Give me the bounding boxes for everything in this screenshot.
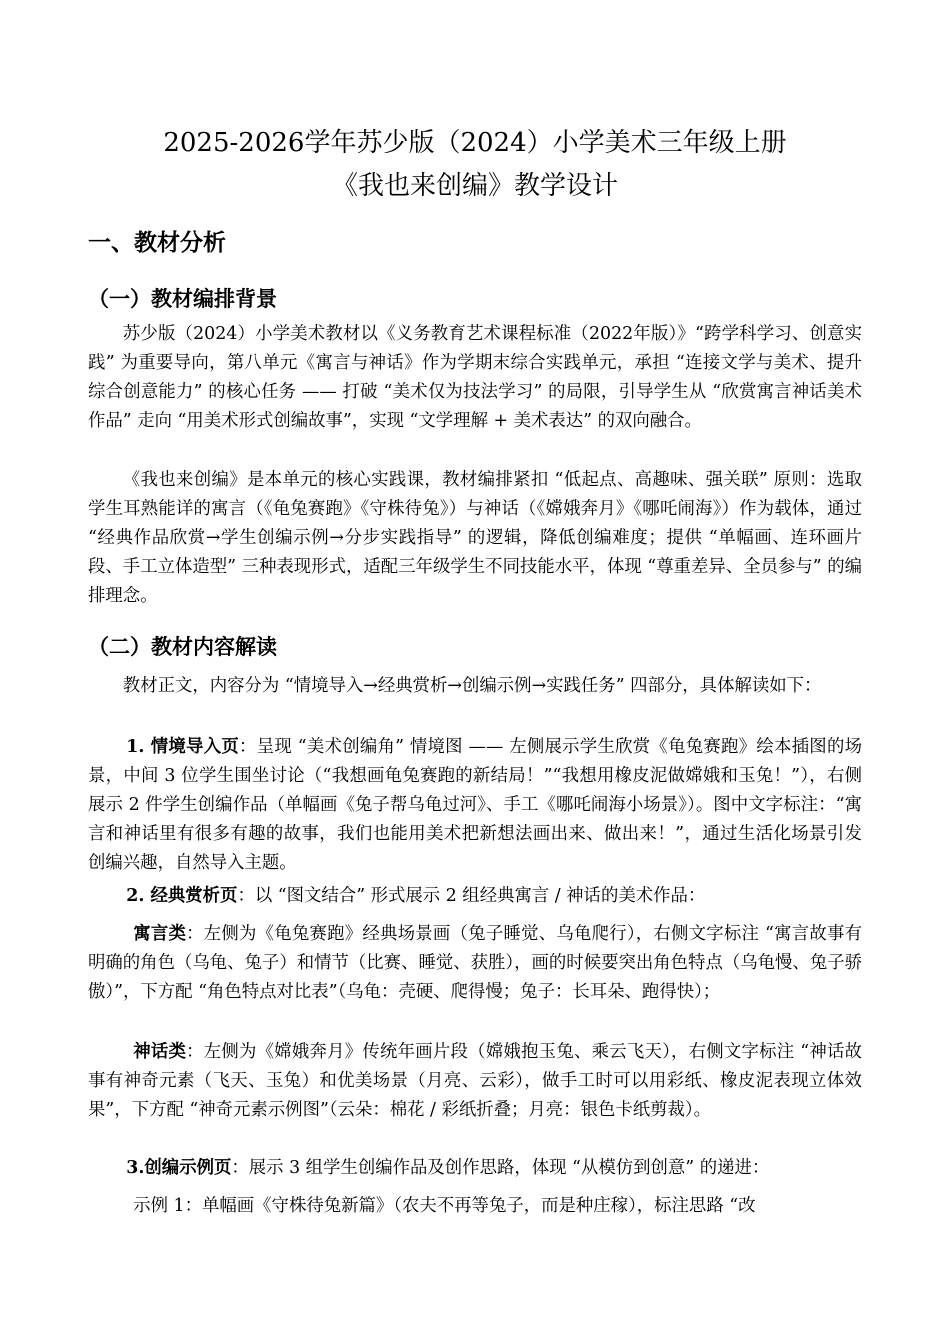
paragraph-myth-type — [88, 1038, 862, 1125]
paragraph-example-1: 示例 1：单幅画《守株待兔新篇》（农夫不再等兔子，而是种庄稼），标注思路 “改 — [133, 1196, 756, 1216]
fable-label: 寓言类 — [133, 924, 187, 944]
paragraph-fable-type — [88, 920, 862, 1007]
myth-text: ：左侧为《嫦娥奔月》传统年画片段（嫦娥抱玉兔、乘云飞天），右侧文字标注 “神话故事有神奇元素（飞天、玉兔）和优美场景（月亮、云彩），做手工时可以用彩纸、橡皮泥表现立体效果”，下方配 “神奇元素示例图”（云朵：棉花 / 彩纸折叠；月亮：银色卡纸剪裁）。 — [88, 1042, 862, 1120]
list-item-classic-appreciation — [88, 882, 862, 911]
fable-text: ：左侧为《龟兔赛跑》经典场景画（兔子睡觉、乌龟爬行），右侧文字标注 “寓言故事有明确的角色（乌龟、兔子）和情节（比赛、睡觉、获胜），画的时候要突出角色特点（乌龟慢、兔子骄傲）”，下方配 “角色特点对比表”（乌龟：壳硬、爬得慢；兔子：长耳朵、跑得快）； — [88, 924, 862, 1002]
item-text-examples: ：展示 3 组学生创编作品及创作思路，体现 “从模仿到创意” 的递进： — [231, 1158, 770, 1178]
paragraph-background-2: 《我也来创编》是本单元的核心实践课，教材编排紧扣 “低起点、高趣味、强关联” 原则：选取学生耳熟能详的寓言（《龟兔赛跑》《守株待兔》）与神话（《嫦娥奔月》《哪吒闹海》）作为载体，通过 “经典作品欣赏→学生创编示例→分步实践指导” 的逻辑，降低创编难度；提供 “单幅画、连环画片段、手工立体造型” 三种表现形式，适配三年级学生不同技能水平，体现 “尊重差异、全员参与” 的编排理念。 — [88, 470, 862, 606]
item-label-classic: 2. 经典赏析页 — [126, 886, 238, 906]
item-text-situation: ：呈现 “美术创编角” 情境图 —— 左侧展示学生欣赏《龟兔赛跑》绘本插图的场景，中间 3 位学生围坐讨论（“我想画龟兔赛跑的新结局！”“我想用橡皮泥做嫦娥和玉兔！”），右侧展示 2 件学生创编作品（单幅画《兔子帮乌龟过河》、手工《哪吒闹海小场景》）。图中文字标注：“寓言和神话里有很多有趣的故事，我们也能用美术把新想法画出来、做出来！”，通过生活化场景引发创编兴趣，自然导入主题。 — [88, 737, 862, 873]
list-item-creation-examples — [88, 1154, 862, 1183]
myth-label: 神话类 — [133, 1042, 187, 1062]
document-title-line2: 《我也来创编》教学设计 — [331, 171, 618, 201]
paragraph-content-intro: 教材正文，内容分为 “情境导入→经典赏析→创编示例→实践任务” 四部分，具体解读如下： — [122, 676, 822, 696]
subsection-heading-content: （二）教材内容解读 — [88, 635, 277, 659]
list-item-situation-intro — [88, 733, 862, 878]
subsection-heading-background: （一）教材编排背景 — [88, 287, 277, 311]
paragraph-background-1: 苏少版（2024）小学美术教材以《义务教育艺术课程标准（2022年版）》“跨学科学习、创意实践” 为重要导向，第八单元《寓言与神话》作为学期末综合实践单元，承担 “连接文学与美术、提升综合创意能力” 的核心任务 —— 打破 “美术仅为技法学习” 的局限，引导学生从 “欣赏寓言神话美术作品” 走向 “用美术形式创编故事”，实现 “文学理解 + 美术表达” 的双向融合。 — [88, 324, 862, 431]
document-title-line1: 2025-2026学年苏少版（2024）小学美术三年级上册 — [163, 128, 787, 158]
section-heading-analysis: 一、教材分析 — [88, 230, 226, 256]
item-text-classic: ：以 “图文结合” 形式展示 2 组经典寓言 / 神话的美术作品： — [237, 886, 706, 906]
item-label-examples: 3.创编示例页 — [126, 1158, 232, 1178]
item-label-situation: 1. 情境导入页 — [126, 737, 240, 757]
